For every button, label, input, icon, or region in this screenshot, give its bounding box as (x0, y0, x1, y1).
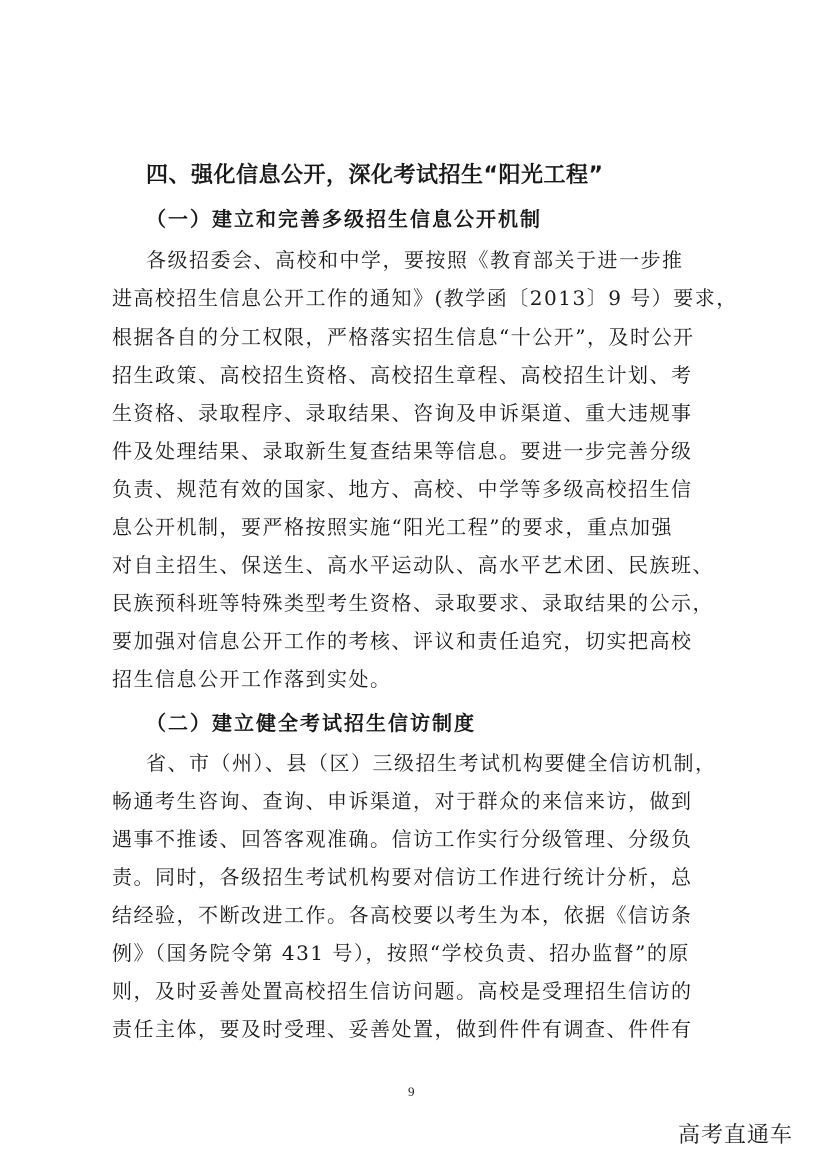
page-number: 9 (408, 1084, 415, 1099)
paragraph-line: 根据各自的分工权限，严格落实招生信息“十公开”，及时公开 (112, 325, 695, 349)
paragraph-line: 责任主体，要及时受理、妥善处置，做到件件有调查、件件有 (112, 1017, 693, 1041)
subsection-2-title: （二）建立健全考试招生信访制度 (146, 711, 476, 735)
paragraph-line: 招生信息公开工作落到实处。 (112, 667, 392, 691)
paragraph-line: 结经验，不断改进工作。各高校要以考生为本，依据《信访条 (112, 903, 693, 927)
paragraph-line: 生资格、录取程序、录取结果、咨询及申诉渠道、重大违规事 (112, 401, 693, 425)
paragraph-line: 例》（国务院令第 431 号），按照“学校负责、招办监督”的原 (112, 941, 690, 965)
paragraph-line: 招生政策、高校招生资格、高校招生章程、高校招生计划、考 (112, 363, 693, 387)
paragraph-line: 畅通考生咨询、查询、申诉渠道，对于群众的来信来访，做到 (112, 789, 693, 813)
subsection-1-title: （一）建立和完善多级招生信息公开机制 (146, 207, 542, 231)
paragraph-line: 对自主招生、保送生、高水平运动队、高水平艺术团、民族班、 (112, 553, 714, 577)
paragraph-line: 省、市（州）、县（区）三级招生考试机构要健全信访机制， (146, 751, 717, 775)
watermark-text: 高考直通车 (678, 1123, 794, 1148)
paragraph-line: 民族预科班等特殊类型考生资格、录取要求、录取结果的公示， (112, 591, 714, 615)
paragraph-line: 责。同时，各级招生考试机构要对信访工作进行统计分析，总 (112, 865, 693, 889)
paragraph-line: 各级招委会、高校和中学，要按照《教育部关于进一步推 (146, 248, 684, 272)
section-title: 四、强化信息公开，深化考试招生“阳光工程” (146, 163, 604, 188)
paragraph-line: 件及处理结果、录取新生复查结果等信息。要进一步完善分级 (112, 439, 693, 463)
paragraph-line: 息公开机制，要严格按照实施“阳光工程”的要求，重点加强 (112, 515, 673, 539)
paragraph-line: 要加强对信息公开工作的考核、评议和责任追究，切实把高校 (112, 629, 693, 653)
paragraph-line: 负责、规范有效的国家、地方、高校、中学等多级高校招生信 (112, 477, 693, 501)
paragraph-line: 遇事不推诿、回答客观准确。信访工作实行分级管理、分级负 (112, 827, 693, 851)
paragraph-line: 则，及时妥善处置高校招生信访问题。高校是受理招生信访的 (112, 979, 693, 1003)
paragraph-line: 进高校招生信息公开工作的通知》(教学函〔2013〕9 号）要求， (112, 286, 738, 310)
